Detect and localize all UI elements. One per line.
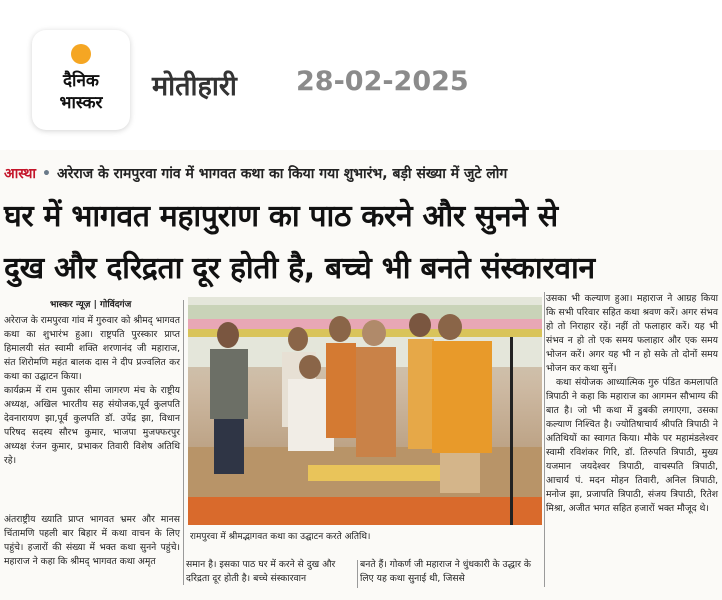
category-label: आस्था <box>4 166 37 182</box>
sun-icon <box>71 44 91 64</box>
dainik-bhaskar-logo <box>32 30 130 130</box>
article-bottom-text-2: बनते हैं। गोकर्ण जी महाराज ने धुंधकारी के उद्धार के लिए यह कथा सुनाई थी, जिससे <box>360 559 531 584</box>
paragraph: अरेराज के रामपुरवा गांव में गुरुवार को श्रीमद् भागवत कथा का शुभारंभ हुआ। राष्ट्रपति पुरस्कार प्राप्त हिमालयी संत स्वामी शक्ति शरणानंद जी महाराज, संत शिरोमणि महंत बालक दास ने दीप प्रज्वलित कर कथा का उद्घाटन किया। <box>4 315 180 382</box>
event-photo-illustration <box>188 297 542 525</box>
news-clipping <box>0 150 722 600</box>
kicker-line <box>4 164 507 183</box>
article-column-1-lower <box>4 513 180 569</box>
logo-text-line2: भास्कर <box>59 93 103 113</box>
logo-text-line1: दैनिक <box>63 71 99 91</box>
column-divider <box>183 300 184 585</box>
column-divider <box>357 560 358 588</box>
headline-line-1: घर में भागवत महापुराण का पाठ करने और सुनने से <box>4 199 558 234</box>
paragraph: कथा संयोजक आध्यात्मिक गुरु पंडित कमलापति त्रिपाठी ने कहा कि महाराज का आगमन सौभाग्य की बात है। जो भी कथा में डुबकी लगाएगा, उसका कल्याण निश्चित है। ज्योतिषाचार्य श्रीपति त्रिपाठी ने अतिथियों का स्वागत किया। मौके पर महामंडलेश्वर स्वामी रविशंकर गिरि, डॉ. तिरुपति त्रिपाठी, मुख्य यजमान जयदेश्वर त्रिपाठी, वाचस्पति त्रिपाठी, आचार्य पं. मदन मोहन तिवारी, अनिल त्रिपाठी, मनोज झा, प्रजापति त्रिपाठी, संजय त्रिपाठी, रितेश मिश्रा, अजीत भगत सहित हजारों भक्त मौजूद थे। <box>546 377 718 514</box>
article-column-3 <box>546 292 718 516</box>
article-column-1 <box>4 314 180 468</box>
article-bottom-text-1: समान है। इसका पाठ घर में करने से दुख और दरिद्रता दूर होती है। बच्चे संस्कारवान <box>186 559 336 584</box>
event-photo <box>188 297 542 525</box>
byline: भास्कर न्यूज़ | गोविंदगंज <box>50 300 132 310</box>
subheading: अरेराज के रामपुरवा गांव में भागवत कथा का किया गया शुभारंभ, बड़ी संख्या में जुटे लोग <box>57 166 508 182</box>
photo-caption: रामपुरवा में श्रीमद्भागवत कथा का उद्घाटन करते अतिथि। <box>190 532 371 542</box>
column-divider <box>544 292 545 587</box>
edition-city: मोतीहारी <box>152 71 237 102</box>
bullet-icon: • <box>42 166 51 182</box>
paragraph: कार्यक्रम में राम पुकार सीमा जागरण मंच के राष्ट्रीय अध्यक्ष, अखिल भारतीय सह संयोजक,पूर्व कुलपति देवनारायण झा,पूर्व कुलपति डॉ. उपेंद्र झा, विधान परिषद सदस्य सौरभ कुमार, भाजपा मुजफ्फरपुर अध्यक्ष रंजन कुमार, प्रभाकर तिवारी विशेष अतिथि रहे। <box>4 385 180 466</box>
headline-line-2: दुख और दरिद्रता दूर होती है, बच्चे भी बनते संस्कारवान <box>4 251 595 286</box>
paragraph: अंतराष्ट्रीय ख्याति प्राप्त भागवत भ्रमर और मानस चिंतामणि पहली बार बिहार में कथा वाचन के लिए पहुंचे। हजारों की संख्या में भक्त कथा सुनने पहुंचे। महाराज ने कहा कि श्रीमद् भागवत कथा अमृत <box>4 514 180 567</box>
edition-date: 28-02-2025 <box>296 66 469 97</box>
paragraph: उसका भी कल्याण हुआ। महाराज ने आग्रह किया कि सभी परिवार सहित कथा श्रवण करें। अगर संभव हो तो निराहार रहें। नहीं तो फलाहार करें। यह भी संभव न हो तो एक समय फलाहार और एक समय भोजन करें। अगर यह भी न हो सके तो दोनों समय भोजन कर कथा सुनें। <box>546 293 718 374</box>
